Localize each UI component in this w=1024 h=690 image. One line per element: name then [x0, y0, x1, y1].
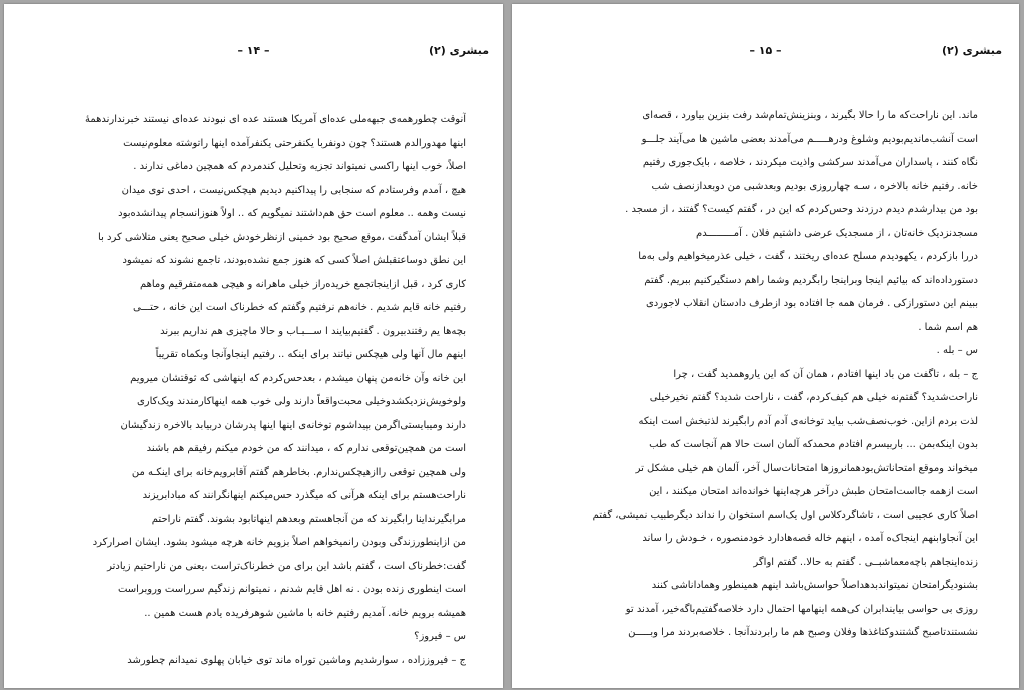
text-line: س – فیروز؟ — [414, 631, 466, 642]
running-title: مبشری (۲) — [942, 44, 1003, 57]
page-header — [512, 44, 1019, 60]
page-number: – ۱۴ – — [237, 44, 270, 57]
page-body — [556, 104, 978, 645]
page-14 — [4, 4, 503, 688]
text-line: رفتیم خانه قایم شدیم . خانه‌هم نرفتیم وگفتم که خطرناک است این خانه ، حتـــی — [133, 302, 466, 313]
text-line: آنوقت چطورهمه‌ی جبهه‌ملی عده‌ای آمریکا هستند عده ای نبودند عده‌ای نیستند خبرندارندهمهٔ — [84, 114, 466, 125]
text-line: روزی بی حواسی بیایندابران کی‌همه اینهامها احتمال دارد خلاصه‌گفتیم‌باگه‌خیر، آمدند تو — [625, 603, 978, 615]
text-line: نگاه کنند ، پاسداران می‌آمدند سرکشی واذیت میکردند ، خلاصه ، بایک‌جوری رفتیم — [642, 157, 978, 168]
text-line: میخواند وموقع امتحاناتش‌بودهما‌نروزها امتحانات‌سال آخر، آلمان هم خیلی مشکل تر — [635, 462, 978, 474]
text-line: ماند. این ناراحت‌که ما را حالا بگیرند ، وبنزینش‌تمام‌شد رفت بنزین بیاورد ، قصه‌ای — [642, 110, 978, 121]
text-line: دارند ومیبایستی‌اگرمن بپیداشوم توخانه‌ی اینها اینها پدرشان دربیابد بالاخره زندگیشان — [120, 419, 466, 431]
text-line: من ازاینطورزندگی وبودن رانمیخواهم اصلاً بزویم خانه هرچه میشود بشود. ایشان اصرارکرد — [92, 537, 466, 548]
page-15 — [512, 4, 1019, 688]
page-number: – ۱۵ – — [749, 44, 782, 57]
text-line: است ازهمه جا‌است‌امتحان طبش درآخر هرچه‌اینها خوانده‌اند امتحان میکنند ، این — [649, 486, 978, 497]
text-line: هیچ ، آمدم وفرستادم که سنجابی را پیداکنیم دیدیم هیچکس‌نیست ، احدی توی میدان — [121, 184, 466, 196]
text-line: مرابگیرندا‌ینا رابگیرند که من آنجاهستم وبعدهم اینهاتابود بشوند. گفتم ناراحتم — [151, 513, 466, 525]
text-line: زنده‌اینجا‌هم باچه‌معماشبــی . گفتم به حالا.. گفتم اواگر — [753, 556, 978, 568]
text-line: این آنجاوابنهم اینجاک‌ه آمده ، اینهم خاله قصه‌هادارد خودمنصوره ، خـودش را ساند — [642, 533, 978, 544]
text-line: است من همچین‌توقعی ندارم که ، میدانند که من خودم میکنم رفیقم هم باشند — [146, 443, 466, 454]
text-line: س – بله . — [936, 345, 978, 356]
text-line: ناراحت‌هستم برای اینکه هرآنی که میگذرد حس‌میکنم اینهانگرانند که مبادابریزند — [142, 490, 466, 501]
text-line: ج – بله ، تاگفت من باد اینها افتادم ، همان آن که این یاروهمدید گفت ، چرا — [673, 368, 978, 380]
page-header — [4, 44, 503, 60]
text-line: خانه. رفتیم خانه بالاخره ، سـه چهارروزی بودیم وبعدشبی من دوبعدازنصف شب — [651, 180, 978, 192]
text-line: هم اسم شما . — [918, 321, 978, 333]
text-line: است اینطوری زنده بودن . نه اهل قایم شدنم ، نمیتوانم زندگیم سرراست وروبراست — [117, 584, 466, 595]
text-line: دستورداده‌اند که بیائیم اینجا وبرا‌ینجا رابگردیم وشما راهم دستگیرکنیم ببریم. گفتم — [644, 274, 978, 286]
text-line: بشنودیگرامتحان نمیتواندبدهداصلاً حواسش‌باشد اینهم همینطور وهمادانا‌شی کنند — [651, 580, 978, 591]
text-line: بدون اینکه‌بمن ... باربیسرم افتادم محمدکه آلمان است حالا هم آنجاست که طب — [649, 439, 978, 450]
text-line: این نطق دوساعتقبلش اصلاً کسی که هنوز جمع نشده‌بودند، تاجمع نشوند که نمیشود — [122, 255, 466, 266]
page-body — [48, 108, 466, 672]
text-line: نیست وهمه .. معلوم است حق هم‌داشتند نمیگویم که .. اولاً هنوزانسجام پیدانشده‌بود — [118, 208, 466, 219]
text-line: است آنشب‌ما‌ندیم‌بودیم وشلوغ ودرهـــــم می‌آمدند بعضی ماشین ها می‌آیند جلـــو — [641, 133, 978, 145]
running-title: مبشری (۲) — [429, 44, 490, 57]
text-line: کاری کرد ، قبل ازاینجاتجمع خریده‌راز خیلی ماهرانه و هیچی همه‌متفرقیم وماهم — [139, 278, 466, 290]
text-line: ببینم این دستورازکی . فرمان همه جا افتاده بود ازطرف دادستان انقلاب لاجوردی — [645, 298, 978, 309]
text-line: دررا بازکردم ، یکهودیدم مسلح عده‌ای ریختند ، گفت ، خیلی عذرمیخواهیم ولی به‌ما — [638, 251, 978, 262]
text-line: اینها مهدورالدم هستند؟ چون دونفربا یکنفرحتی یکنفرآمده اینها راتوشته معلوم‌نیست — [123, 137, 466, 149]
text-line: اصلاً، خوب اینها راکسی نمیتواند تجزیه وتحلیل کندمردم که همچین دماغی ندارند . — [133, 161, 466, 172]
text-line: ج – فیروززاده ، سوارشدیم وماشین توراه ماند توی خیابان پهلوی نمیدانم چطورشد — [127, 654, 466, 666]
text-line: قبلاً ایشان آمدگفت ،موقع صحیح بود خمینی ازنظرخودش خیلی صحیح یعنی متلاشی کرد با — [98, 231, 466, 243]
text-line: ولوخویش‌نزدیکشدوخیلی محبت‌واقعاً دارند ولی خوب همه اینهاکارمندند ویک‌کاری — [136, 396, 466, 407]
text-line: اصلاً کاری عجیبی است ، تاشاگردکلاس اول یک‌اسم استخوان را نداند دیگرطبیب نمیشی، گفتم — [592, 509, 978, 521]
text-line: گفت:خطرناک است ، گفتم باشد این برای من خطرناک‌تراست ،یعنی من ناراحتیم زیادتر — [107, 560, 466, 572]
text-line: این خانه وآن خانه‌من پنهان میشدم ، بعدحس‌کردم که اینهاشی که ثوقتشان میرویم — [130, 372, 466, 384]
text-line: بچه‌ها یم رفتندبیرون . گفتیم‌بیایند ا ســـبـاب و حالا ماچیزی هم نداریم ببرند — [160, 325, 466, 337]
text-line: نشستندتاصبح گشتندوکتاغذها وفلان وصبح هم ما رابردندآنجا . خلاصه‌بردند مرا وبـــــن — [628, 627, 978, 638]
text-line: همیشه برویم خانه. آمدیم رفتیم خانه با ماشین شوهرفریده یادم هست همین .. — [144, 607, 466, 619]
text-line: اینهم مال آنها ولی هیچکس نیاتند برای اینکه .. رفتیم اینجاوآنجا وبکماه تقریباً — [155, 349, 466, 360]
text-line: ناراحت‌شدید؟ گفتم‌نه خیلی هم کیف‌کردم، گفت ، ناراحت شدید؟ گفتم نخیرخیلی — [649, 392, 978, 403]
text-line: ولی همچین توقعی راازهیچکس‌ندارم. بخاطرهم گفتم آقابرویم‌خانه برای اینکـه من — [131, 466, 466, 478]
text-line: مسجدنزدیک خانه‌تان ، از مسجدیک عرضی داشتیم فلان . آمـــــــــدم — [696, 227, 978, 239]
text-line: بود من بیدارشدم دیدم درزدند وحس‌کردم که این در ، گفتم کیست؟ گفتند ، از مسجد . — [625, 204, 978, 215]
text-line: لذت بردم ازاین. خوب‌نصف‌شب بیاید توخانه‌ی آدم آدم رابگیرند لذتبخش است اینکه — [638, 415, 978, 427]
